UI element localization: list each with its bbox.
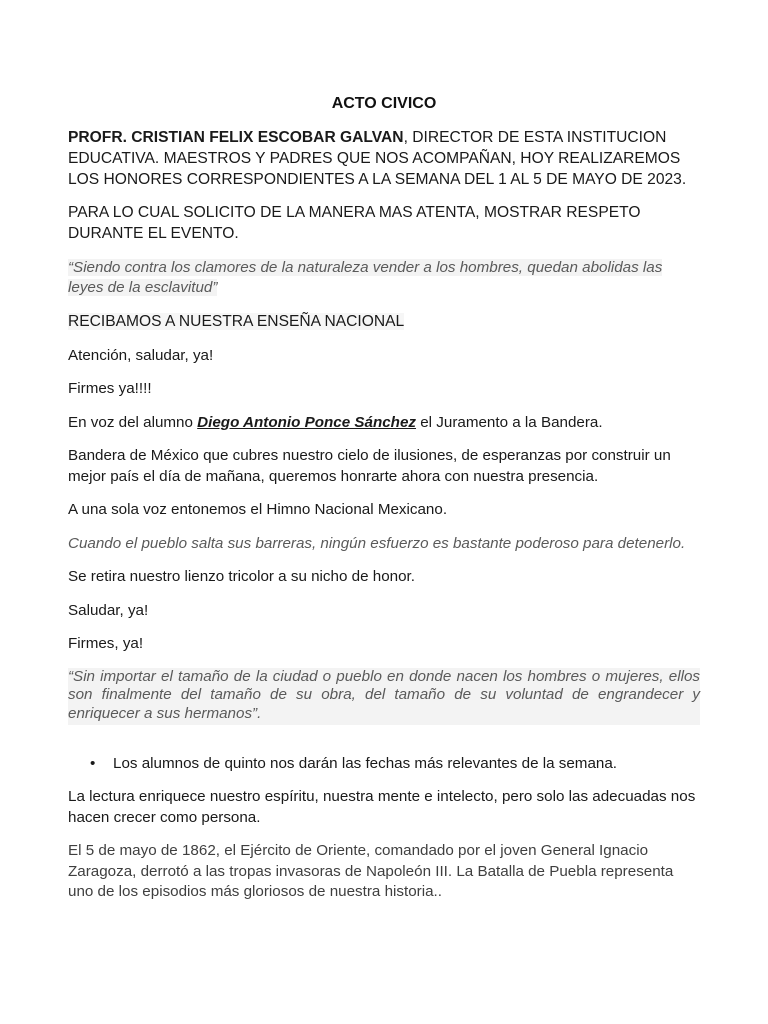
receive-flag-text: RECIBAMOS A NUESTRA ENSEÑA NACIONAL <box>68 312 405 330</box>
salute-command-2: Saludar, ya! <box>68 601 149 619</box>
oath-suffix: el Juramento a la Bandera. <box>416 413 603 431</box>
reading-paragraph: La lectura enriquece nuestro espíritu, nuestra mente e intelecto, pero solo las adecuadas nos hacen crecer como persona. <box>68 788 696 826</box>
bullet-list-item <box>68 754 700 775</box>
oath-prefix: En voz del alumno <box>68 413 198 431</box>
history-paragraph: El 5 de mayo de 1862, el Ejército de Oriente, comandado por el joven General Ignacio Zaragoza, derrotó a las tropas invasoras de Napoleón III. La Batalla de Puebla representa uno de los episodios más gloriosos de nuestra historia.. <box>68 842 674 901</box>
salute-command: Atención, saludar, ya! <box>68 346 214 364</box>
oath-intro-paragraph <box>68 413 700 434</box>
retire-flag-paragraph: Se retira nuestro lienzo tricolor a su nicho de honor. <box>68 568 415 586</box>
slavery-quote <box>68 258 700 299</box>
director-name: PROFR. CRISTIAN FELIX ESCOBAR GALVAN <box>68 129 404 146</box>
anthem-paragraph: A una sola voz entonemos el Himno Nacional Mexicano. <box>68 501 448 519</box>
respect-request-paragraph: PARA LO CUAL SOLICITO DE LA MANERA MAS ATENTA, MOSTRAR RESPETO DURANTE EL EVENTO. <box>68 204 641 243</box>
intro-text: , DIRECTOR DE ESTA INSTITUCION EDUCATIVA. MAESTROS Y PADRES QUE NOS ACOMPAÑAN, HOY REALIZAREMOS LOS HONORES CORRESPONDIENTES A LA SEMANA DEL 1 AL 5 DE MAYO DE 2023. <box>68 129 687 188</box>
people-quote: Cuando el pueblo salta sus barreras, ningún esfuerzo es bastante poderoso para detenerlo. <box>68 534 686 552</box>
document-title: ACTO CIVICO <box>331 95 437 112</box>
size-quote: “Sin importar el tamaño de la ciudad o pueblo en donde nacen los hombres o mujeres, ellos son finalmente del tamaño de su obra, del tamaño de su voluntad de engrandecer y enriquecer a sus hermanos”. <box>68 668 700 725</box>
bullet-dot-icon: • <box>90 754 96 772</box>
receive-flag-paragraph <box>68 312 700 333</box>
firm-command-1: Firmes ya!!!! <box>68 380 152 398</box>
document-page <box>68 94 700 903</box>
firm-command-2: Firmes, ya! <box>68 635 144 653</box>
bullet-item-text: Los alumnos de quinto nos darán las fechas más relevantes de la semana. <box>113 754 618 772</box>
student-name: Diego Antonio Ponce Sánchez <box>197 413 417 431</box>
intro-paragraph <box>68 128 700 190</box>
slavery-quote-text: “Siendo contra los clamores de la naturaleza vender a los hombres, quedan abolidas las leyes de la esclavitud” <box>68 258 663 297</box>
flag-oath-paragraph: Bandera de México que cubres nuestro cielo de ilusiones, de esperanzas por construir un mejor país el día de mañana, queremos honrarte ahora con nuestra presencia. <box>68 447 671 485</box>
